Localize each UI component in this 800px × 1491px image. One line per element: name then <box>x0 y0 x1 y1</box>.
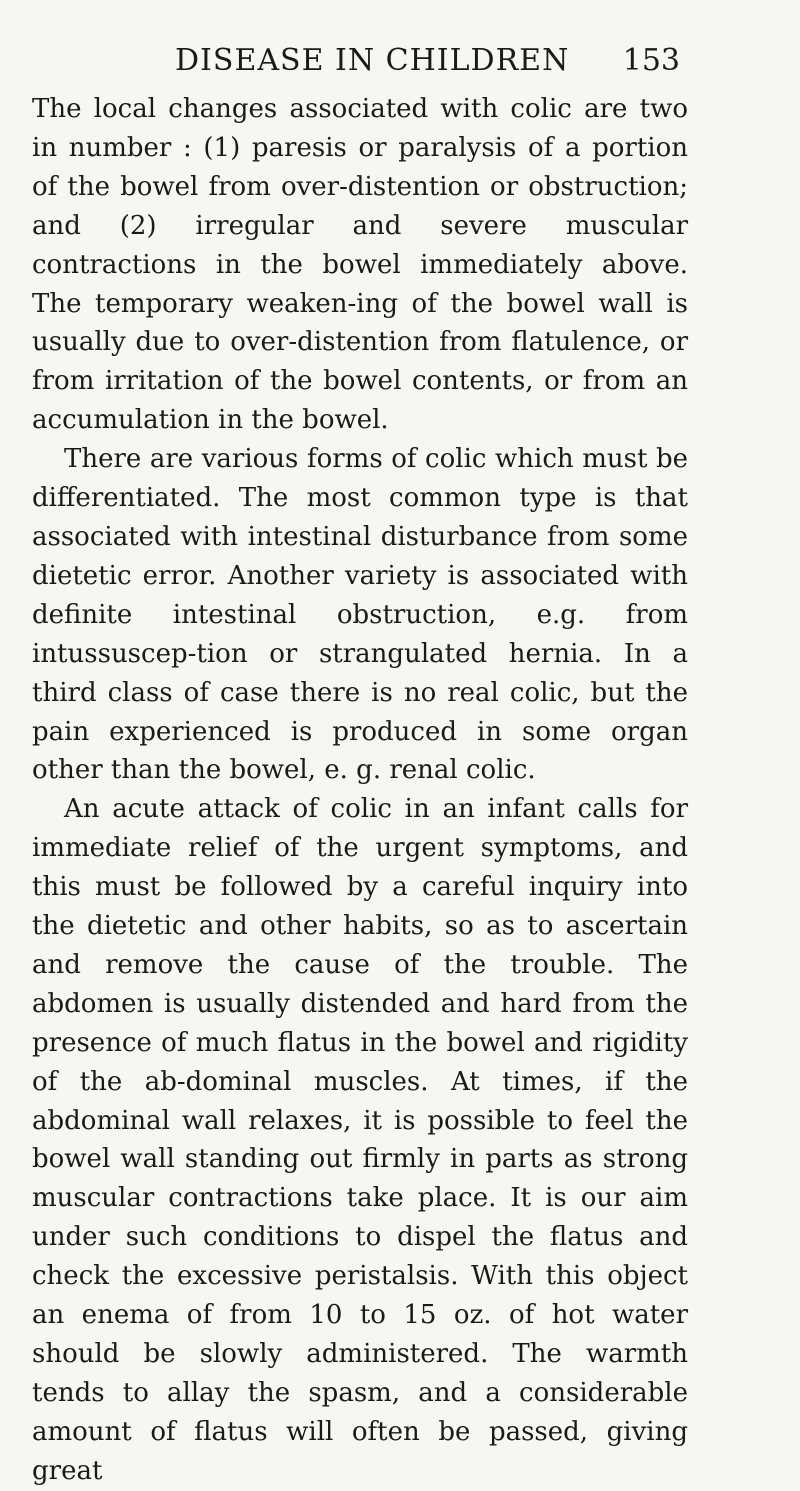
page-number: 153 <box>622 43 680 78</box>
paragraph-acute-attack: An acute attack of colic in an infant calls for immediate relief of the urgent symptoms, and this must be followed by a careful inquiry into the dietetic and other habits, so as to ascertain and remove the cause of the trouble. The abdomen is usually distended and hard from the presence of much flatus in the bowel and rigidity of the ab-dominal muscles. At times, if the abdominal wall relaxes, it is possible to feel the bowel wall standing out firmly in parts as strong muscular contractions take place. It is our aim under such conditions to dispel the flatus and check the excessive peristalsis. With this object an enema of from 10 to 15 oz. of hot water should be slowly administered. The warmth tends to allay the spasm, and a considerable amount of flatus will often be passed, giving great <box>32 794 688 1486</box>
body-text <box>32 90 688 1491</box>
paragraph-forms-of-colic: There are various forms of colic which must be differentiated. The most common type is that associated with intestinal disturbance from some dietetic error. Another variety is associated with definite intestinal obstruction, e.g. from intussuscep-tion or strangulated hernia. In a third class of case there is no real colic, but the pain experienced is produced in some organ other than the bowel, e. g. renal colic. <box>32 444 688 786</box>
paragraph-local-changes: The local changes associated with colic are two in number : (1) paresis or paralysis of a portion of the bowel from over-distention or obstruction; and (2) irregular and severe muscular contractions in the bowel immediately above. The temporary weaken-ing of the bowel wall is usually due to over-distention from flatulence, or from irritation of the bowel contents, or from an accumulation in the bowel. <box>32 94 688 436</box>
running-title: DISEASE IN CHILDREN <box>175 43 570 78</box>
running-header <box>30 36 680 86</box>
